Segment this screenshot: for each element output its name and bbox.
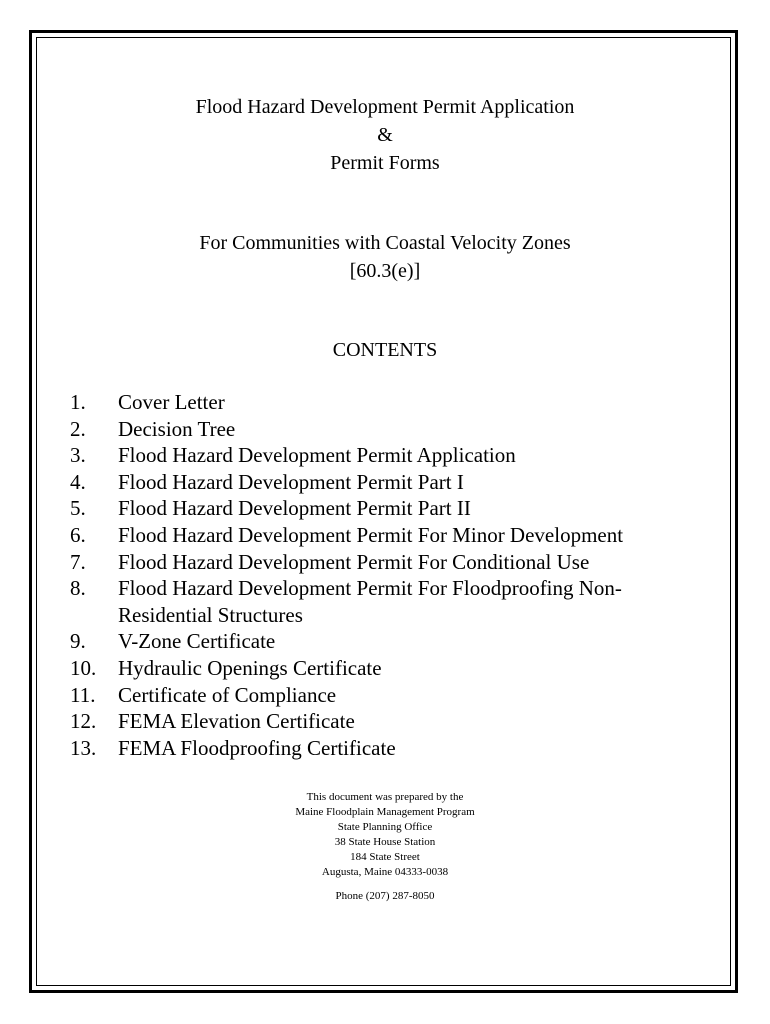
list-item-number: 11.: [70, 682, 96, 707]
list-item: [70, 469, 710, 496]
list-item-text: Flood Hazard Development Permit For Minor Development: [118, 522, 624, 547]
document-subtitle: [0, 229, 770, 285]
list-item-text: Flood Hazard Development Permit For Floodproofing Non-Residential Structures: [118, 576, 622, 627]
list-item-number: 2.: [70, 416, 86, 441]
list-item-text: V-Zone Certificate: [118, 629, 276, 654]
list-item: [70, 442, 710, 469]
list-item-text: Flood Hazard Development Permit Part II: [118, 496, 471, 521]
list-item-number: 9.: [70, 629, 86, 654]
list-item-text: Flood Hazard Development Permit Part I: [118, 469, 464, 494]
list-item-number: 13.: [70, 735, 97, 760]
list-item-number: 3.: [70, 443, 86, 468]
footer-line-4: 38 State House Station: [334, 836, 436, 848]
list-item-text: FEMA Elevation Certificate: [118, 709, 355, 734]
footer-line-2: Maine Floodplain Management Program: [295, 806, 475, 818]
contents-heading: CONTENTS: [332, 339, 438, 361]
list-item: [70, 416, 710, 443]
list-item: [70, 549, 710, 576]
list-item-text: Certificate of Compliance: [118, 682, 337, 707]
title-line-2: &: [377, 124, 393, 146]
list-item-number: 10.: [70, 655, 97, 680]
list-item-number: 6.: [70, 522, 86, 547]
preparer-footer: [0, 790, 770, 904]
list-item: [70, 495, 710, 522]
list-item: [70, 628, 710, 655]
title-line-3: Permit Forms: [330, 152, 440, 174]
list-item-text: Flood Hazard Development Permit Application: [118, 443, 516, 468]
list-item-text: Flood Hazard Development Permit For Conditional Use: [118, 549, 590, 574]
list-item: [70, 389, 710, 416]
list-item-text: Decision Tree: [118, 416, 236, 441]
list-item-text: FEMA Floodproofing Certificate: [118, 735, 396, 760]
list-item: [70, 708, 710, 735]
list-item-text: Cover Letter: [118, 390, 225, 414]
list-item-number: 7.: [70, 549, 86, 574]
subtitle-line-1: For Communities with Coastal Velocity Zones: [199, 232, 571, 254]
list-item: [70, 735, 710, 762]
list-item-number: 8.: [70, 576, 86, 601]
title-line-1: Flood Hazard Development Permit Application: [195, 96, 575, 118]
list-item-number: 1.: [70, 390, 86, 414]
list-item: [70, 575, 710, 628]
list-item-number: 12.: [70, 709, 97, 734]
footer-line-1: This document was prepared by the: [306, 791, 464, 803]
list-item: [70, 522, 710, 549]
list-item-text: Hydraulic Openings Certificate: [118, 655, 382, 680]
footer-phone: Phone (207) 287-8050: [335, 890, 435, 902]
footer-line-3: State Planning Office: [337, 821, 433, 833]
footer-line-6: Augusta, Maine 04333-0038: [321, 866, 449, 878]
list-item-number: 4.: [70, 469, 86, 494]
contents-list: [70, 389, 710, 761]
document-title: [0, 93, 770, 177]
list-item: [70, 682, 710, 709]
footer-line-5: 184 State Street: [350, 851, 420, 863]
subtitle-line-2: [60.3(e)]: [349, 260, 421, 282]
list-item: [70, 655, 710, 682]
list-item-number: 5.: [70, 496, 86, 521]
